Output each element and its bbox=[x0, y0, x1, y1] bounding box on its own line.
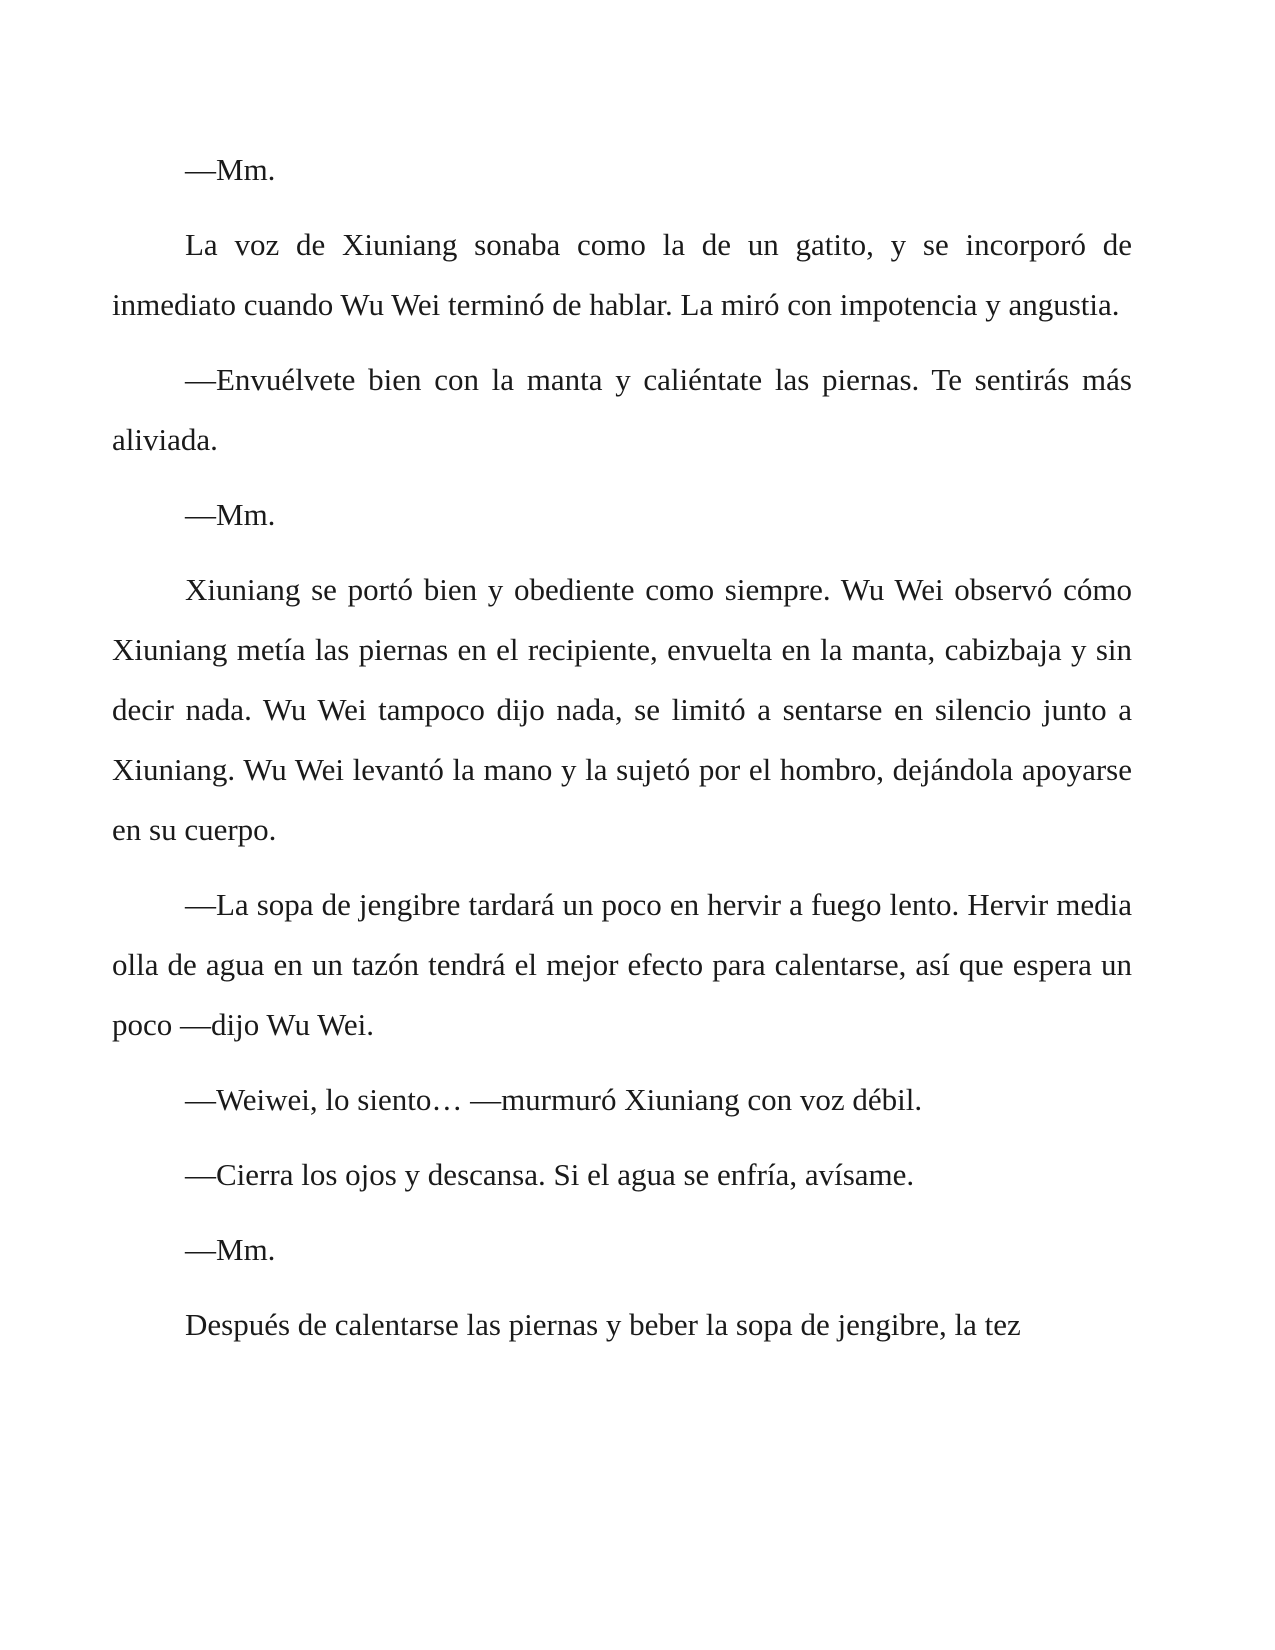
paragraph: —Mm. bbox=[185, 152, 276, 187]
paragraph: Después de calentarse las piernas y beber la sopa de jengibre, la tez bbox=[185, 1307, 1021, 1342]
paragraph: —La sopa de jengibre tardará un poco en hervir a fuego lento. Hervir media olla de agua en un tazón tendrá el mejor efecto para calentarse, así que espera un poco —dijo Wu Wei. bbox=[112, 887, 1132, 1042]
body-text bbox=[112, 140, 1132, 1370]
paragraph: —Envuélvete bien con la manta y caliéntate las piernas. Te sentirás más aliviada. bbox=[112, 362, 1132, 457]
paragraph: —Weiwei, lo siento… —murmuró Xiuniang con voz débil. bbox=[185, 1082, 923, 1117]
paragraph: —Mm. bbox=[185, 1232, 276, 1267]
paragraph: La voz de Xiuniang sonaba como la de un gatito, y se incorporó de inmediato cuando Wu Wei terminó de hablar. La miró con impotencia y angustia. bbox=[112, 227, 1132, 322]
paragraph: —Cierra los ojos y descansa. Si el agua se enfría, avísame. bbox=[185, 1157, 915, 1192]
paragraph: Xiuniang se portó bien y obediente como siempre. Wu Wei observó cómo Xiuniang metía las piernas en el recipiente, envuelta en la manta, cabizbaja y sin decir nada. Wu Wei tampoco dijo nada, se limitó a sentarse en silencio junto a Xiuniang. Wu Wei levantó la mano y la sujetó por el hombro, dejándola apoyarse en su cuerpo. bbox=[112, 572, 1132, 847]
paragraph: —Mm. bbox=[185, 497, 276, 532]
